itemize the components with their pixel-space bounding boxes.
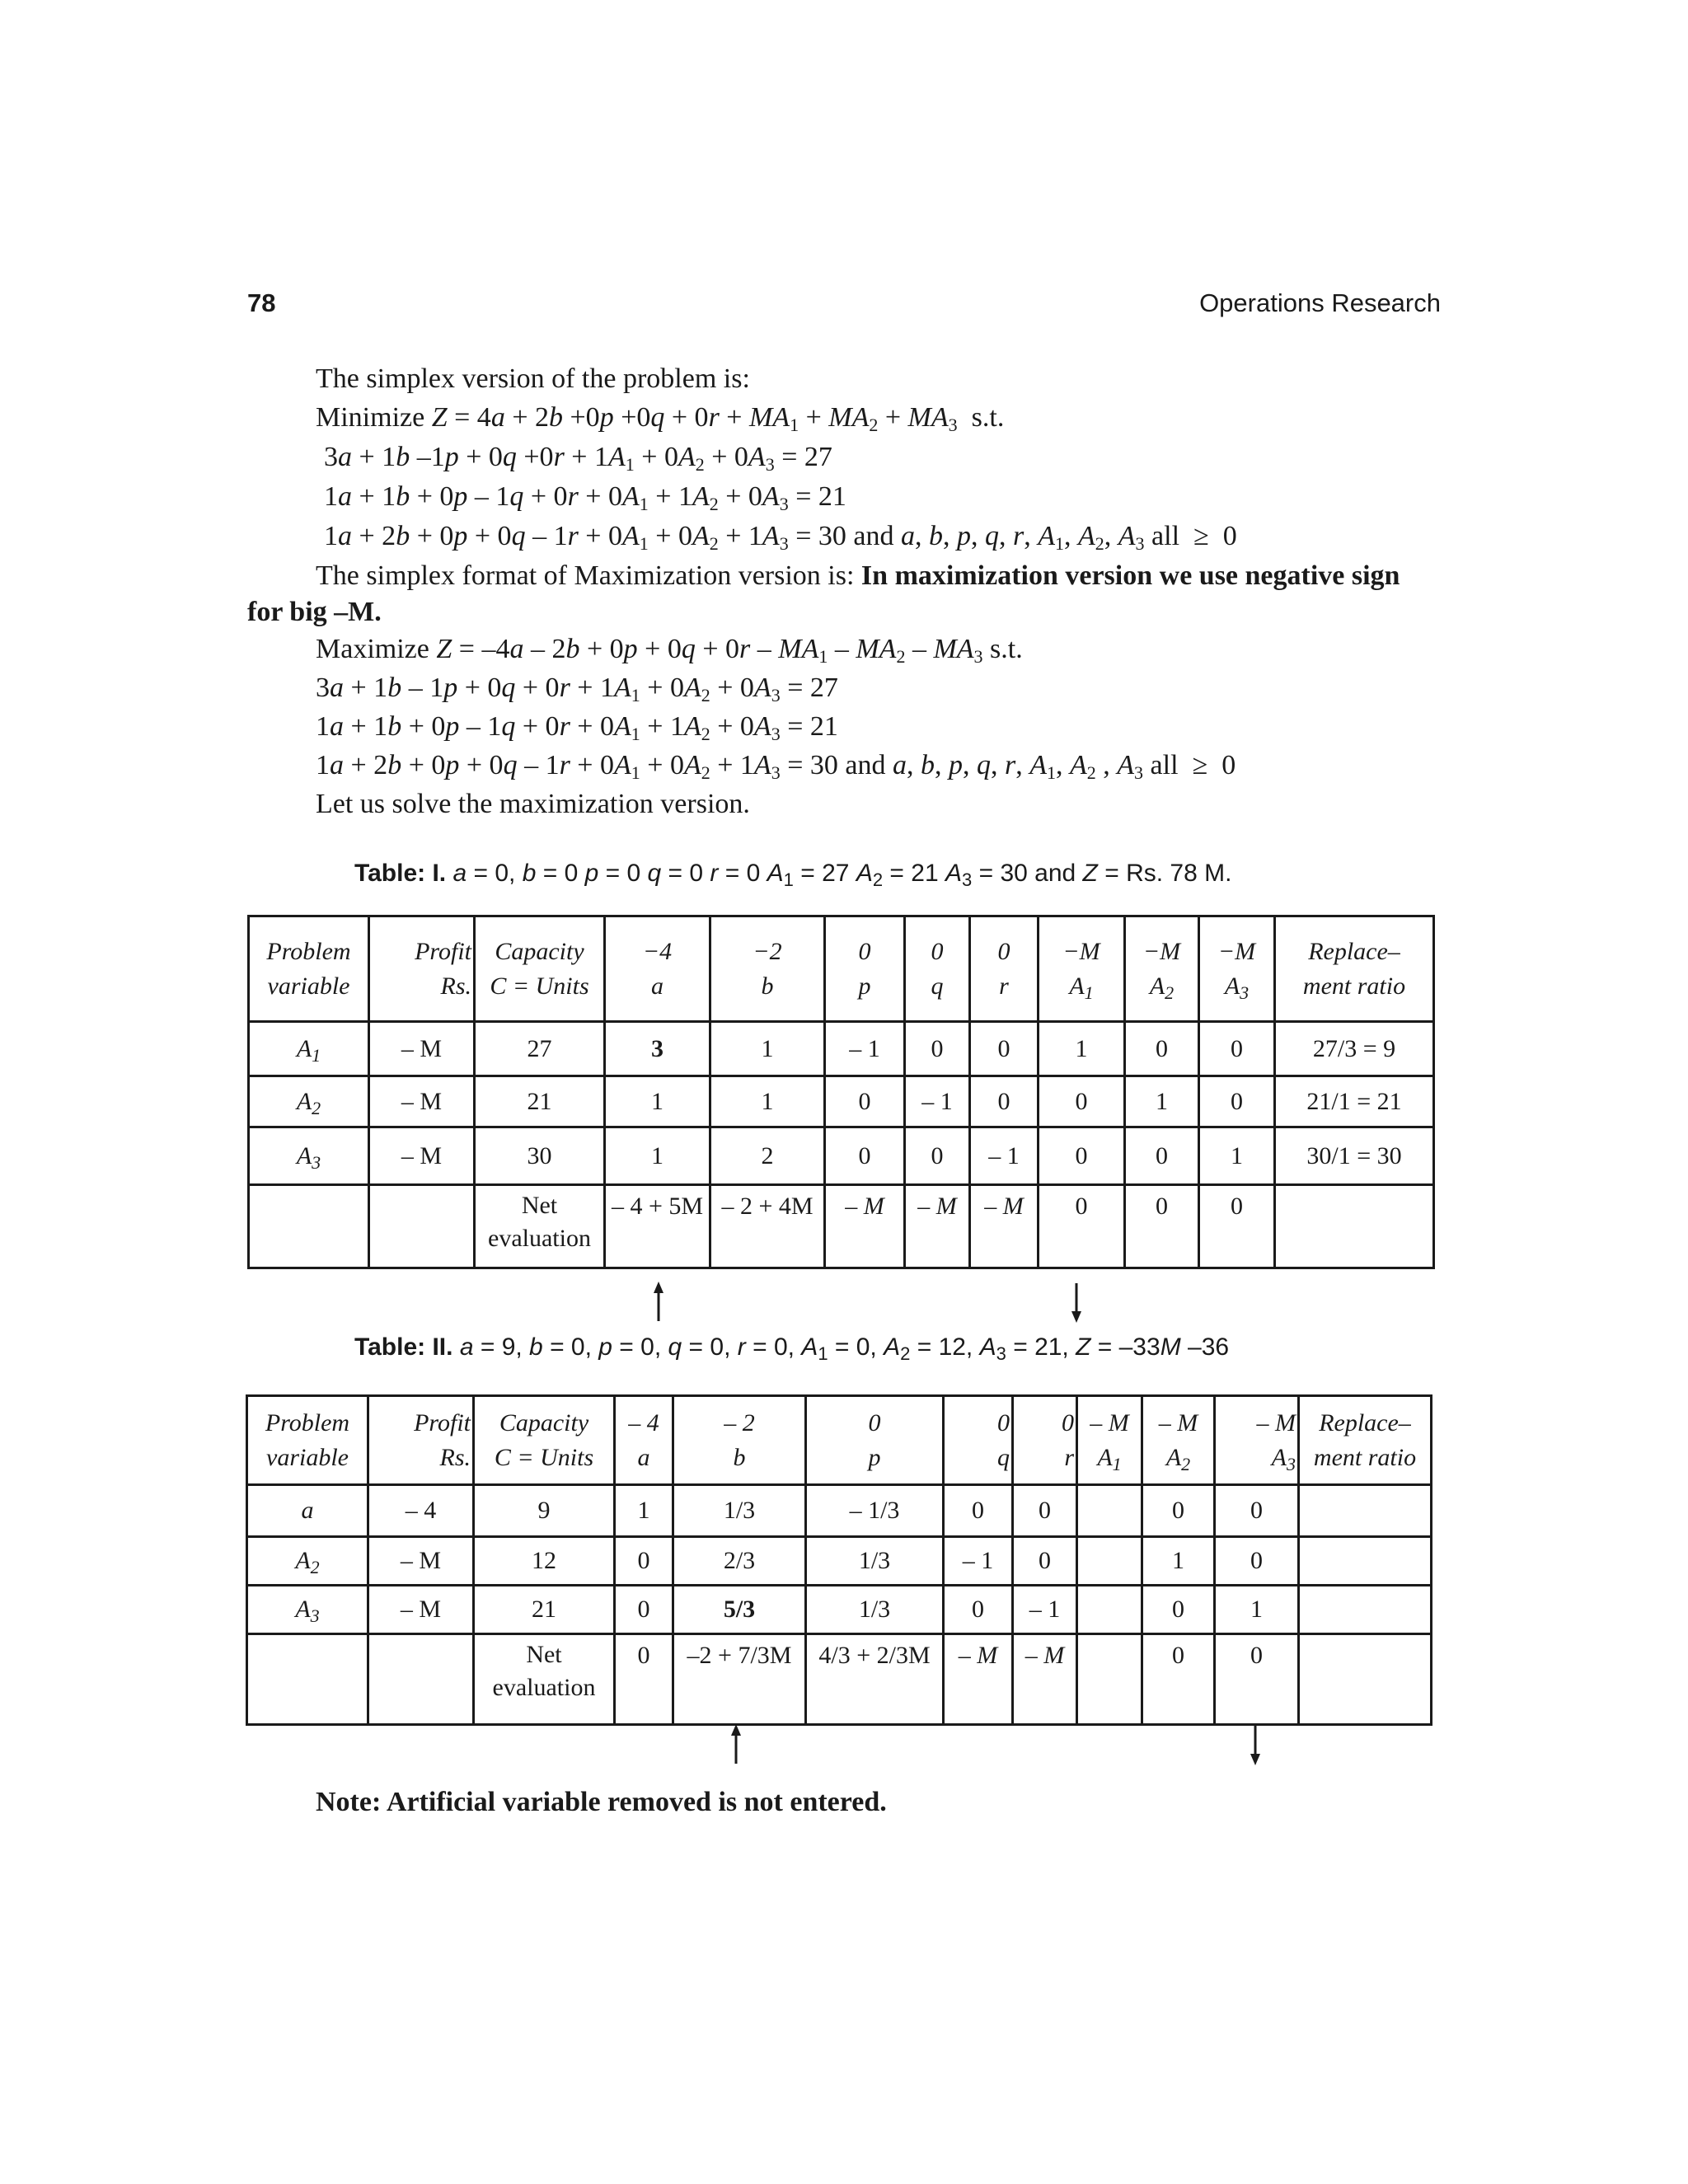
table-row: $A_2$ – M 21 1 1 0 – 1 0 0 1 0 21/1 = 21 (249, 1076, 1434, 1127)
table-row: $A_3$ – M 30 1 2 0 0 – 1 0 0 1 30/1 = 30 (249, 1127, 1434, 1185)
simplex-intro: The simplex version of the problem is: (316, 363, 750, 394)
table-row: $A_3$ – M 21 0 5/3 1/3 0 – 1 0 1 (247, 1586, 1432, 1634)
solve-text: Let us solve the maximization version. (316, 789, 750, 819)
maximize-objective: Maximize $Z = -4a - 2b + 0p + 0q + 0r - MA_1 - MA_2 - MA_3$ s.t. (316, 634, 1023, 667)
entering-column-arrow (724, 1724, 748, 1765)
max-constraint-1: $3a + 1b - 1p + 0q + 0r + 1A_1 + 0A_2 + 0A_3 = 27$ (316, 673, 838, 705)
min-constraint-3: $1a + 2b + 0p + 0q - 1r + 0A_1 + 0A_2 + 1A_3 = 30$ and a, b, p, q, r, $A_1$, $A_2$, $A_3$ all ≥ 0 (324, 521, 1237, 554)
running-header: Operations Research (1199, 288, 1441, 317)
page-number: 78 (247, 288, 276, 317)
table1-header-row: Problem variable Profit Rs. Capacity C = Units −4 a −2 b 0 p 0 q 0 r −M $A_1$ −M $A_2$ −M $A_3$ Replace– ment ratio (249, 916, 1434, 1022)
min-constraint-2: $1a + 1b + 0p - 1q + 0r + 0A_1 + 1A_2 + 0A_3 = 21$ (324, 481, 846, 514)
entering-column-arrow (646, 1282, 671, 1323)
pivot-element: 3 (605, 1022, 710, 1076)
table1-caption: Table: I. a = 0, b = 0 p = 0 q = 0 r = 0 $A_1 = 27$ $A_2 = 21$ $A_3 = 30$ and Z = Rs. 78 M. (354, 860, 1232, 890)
table-row: $A_1$ – M 27 3 1 – 1 0 0 1 0 0 27/3 = 9 (249, 1022, 1434, 1076)
maximize-format-text-cont: for big –M. (247, 597, 382, 627)
table2-caption: Table: II. a = 9, b = 0, p = 0, q = 0, r = 0, $A_1 = 0$, $A_2 = 12$, $A_3 = 21$, Z = –33M –36 (354, 1333, 1230, 1364)
leaving-column-arrow (1064, 1282, 1089, 1323)
pivot-element: 5/3 (673, 1586, 806, 1634)
max-constraint-2: $1a + 1b + 0p - 1q + 0r + 0A_1 + 1A_2 + 0A_3 = 21$ (316, 711, 838, 744)
table2-header-row: Problem variable Profit Rs. Capacity C = Units – 4 a – 2 b 0 p 0 q 0 r – M $A_1$ – M $A_2$ – M $A_3$ Replace– ment ratio (247, 1396, 1432, 1485)
max-constraint-3: $1a + 2b + 0p + 0q - 1r + 0A_1 + 0A_2 + 1A_3 = 30$ and a, b, p, q, r, $A_1$, $A_2$ , $A_3$ all ≥ 0 (316, 750, 1236, 783)
simplex-table-1 (247, 915, 1435, 1269)
minimize-objective: Minimize $Z = 4a + 2b +0p +0q + 0r + MA_1 + MA_2 + MA_3$ s.t. (316, 402, 1005, 435)
leaving-column-arrow (1243, 1724, 1268, 1765)
simplex-table-2 (246, 1394, 1432, 1726)
table-row: a – 4 9 1 1/3 – 1/3 0 0 0 0 (247, 1485, 1432, 1537)
maximize-format-text: The simplex format of Maximization version is: In maximization version we use negative sign (316, 560, 1400, 591)
min-constraint-1: 3a + 1b $-1p + 0q +0r + 1A_1 + 0A_2 + 0A_3 = 27$ (324, 442, 832, 475)
footnote: Note: Artificial variable removed is not entered. (316, 1787, 887, 1817)
net-evaluation-row: Net evaluation 0 –2 + 7/3M 4/3 + 2/3M – M – M 0 0 (247, 1634, 1432, 1725)
table-row: $A_2$ – M 12 0 2/3 1/3 – 1 0 1 0 (247, 1537, 1432, 1586)
net-evaluation-row: Net evaluation – 4 + 5M – 2 + 4M – M – M – M 0 0 0 (249, 1185, 1434, 1268)
